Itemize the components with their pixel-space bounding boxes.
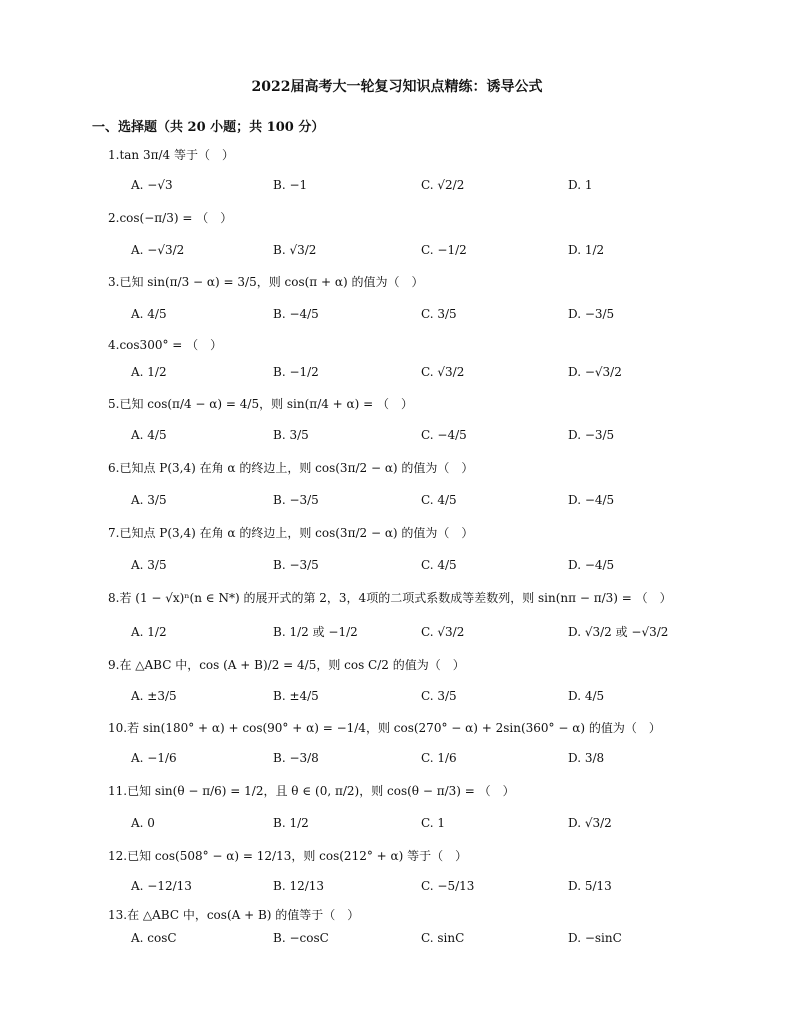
answer-options [131, 750, 771, 770]
question-stem: 已知点 P(3,4) 在角 α 的终边上，则 cos(3π/2 − α) 的值为（ ） [119, 526, 474, 540]
question-stem: 若 sin(180° + α) + cos(90° + α) = −1/4，则 cos(270° − α) + 2sin(360° − α) 的值为（ ） [127, 721, 661, 735]
option-c[interactable]: C. sinC [421, 931, 465, 945]
question-6 [108, 460, 473, 476]
section-heading: 一、选择题（共 20 小题；共 100 分） [92, 120, 325, 135]
question-number: 4. [108, 338, 120, 352]
option-c[interactable]: C. −1/2 [421, 243, 467, 257]
question-number: 9. [108, 658, 120, 672]
option-b[interactable]: B. 3/5 [273, 428, 309, 442]
answer-options [131, 815, 771, 835]
answer-options [131, 177, 771, 197]
option-d[interactable]: D. 1 [568, 178, 593, 192]
option-b[interactable]: B. −3/5 [273, 493, 319, 507]
option-b[interactable]: B. −4/5 [273, 307, 319, 321]
answer-options [131, 688, 771, 708]
question-stem: 已知 cos(π/4 − α) = 4/5，则 sin(π/4 + α) = （ ） [119, 397, 414, 411]
option-a[interactable]: A. −12/13 [131, 879, 192, 893]
option-c[interactable]: C. 4/5 [421, 558, 457, 572]
option-a[interactable]: A. ±3/5 [131, 689, 177, 703]
option-b[interactable]: B. 1/2 或 −1/2 [273, 625, 358, 639]
question-number: 5. [108, 397, 120, 411]
option-c[interactable]: C. √3/2 [421, 365, 465, 379]
question-stem: tan 3π/4 等于（ ） [119, 148, 234, 162]
question-stem: cos(−π/3) = （ ） [119, 211, 233, 225]
option-a[interactable]: A. 1/2 [131, 625, 167, 639]
option-b[interactable]: B. −cosC [273, 931, 329, 945]
option-a[interactable]: A. 3/5 [131, 558, 167, 572]
question-stem: 已知 cos(508° − α) = 12/13，则 cos(212° + α) 等于（ ） [127, 849, 468, 863]
question-number: 3. [108, 275, 120, 289]
question-stem: 已知 sin(π/3 − α) = 3/5，则 cos(π + α) 的值为（ ） [119, 275, 424, 289]
answer-options [131, 557, 771, 577]
question-9 [108, 657, 465, 673]
option-a[interactable]: A. 1/2 [131, 365, 167, 379]
option-c[interactable]: C. 4/5 [421, 493, 457, 507]
option-d[interactable]: D. −sinC [568, 931, 622, 945]
option-b[interactable]: B. −3/5 [273, 558, 319, 572]
option-d[interactable]: D. −3/5 [568, 307, 615, 321]
question-11 [108, 783, 515, 799]
question-number: 13. [108, 908, 128, 922]
answer-options [131, 364, 771, 384]
option-b[interactable]: B. ±4/5 [273, 689, 319, 703]
option-d[interactable]: D. −√3/2 [568, 365, 622, 379]
option-b[interactable]: B. −1 [273, 178, 308, 192]
question-stem: 已知点 P(3,4) 在角 α 的终边上，则 cos(3π/2 − α) 的值为（ ） [119, 461, 474, 475]
answer-options [131, 492, 771, 512]
option-b[interactable]: B. −3/8 [273, 751, 319, 765]
option-b[interactable]: B. −1/2 [273, 365, 319, 379]
question-7 [108, 525, 473, 541]
page-title: 2022届高考大一轮复习知识点精练：诱导公式 [251, 79, 543, 95]
option-c[interactable]: C. 1/6 [421, 751, 457, 765]
option-c[interactable]: C. 3/5 [421, 307, 457, 321]
option-b[interactable]: B. 12/13 [273, 879, 325, 893]
answer-options [131, 624, 771, 644]
option-c[interactable]: C. √2/2 [421, 178, 465, 192]
option-d[interactable]: D. 3/8 [568, 751, 605, 765]
question-stem: 在 △ABC 中，cos(A + B) 的值等于（ ） [127, 908, 360, 922]
option-a[interactable]: A. 4/5 [131, 307, 167, 321]
option-a[interactable]: A. −1/6 [131, 751, 177, 765]
answer-options [131, 427, 771, 447]
option-c[interactable]: C. √3/2 [421, 625, 465, 639]
option-b[interactable]: B. 1/2 [273, 816, 309, 830]
question-stem: cos300° = （ ） [119, 338, 223, 352]
answer-options [131, 306, 771, 326]
option-b[interactable]: B. √3/2 [273, 243, 317, 257]
question-stem: 在 △ABC 中，cos (A + B)/2 = 4/5，则 cos C/2 的值为（ ） [119, 658, 465, 672]
option-d[interactable]: D. −4/5 [568, 558, 615, 572]
answer-options [131, 878, 771, 898]
option-c[interactable]: C. −4/5 [421, 428, 467, 442]
question-1 [108, 147, 234, 163]
question-number: 8. [108, 591, 120, 605]
option-d[interactable]: D. 1/2 [568, 243, 605, 257]
option-a[interactable]: A. −√3/2 [131, 243, 185, 257]
question-number: 1. [108, 148, 120, 162]
question-number: 12. [108, 849, 128, 863]
option-a[interactable]: A. 0 [131, 816, 155, 830]
option-d[interactable]: D. −4/5 [568, 493, 615, 507]
option-c[interactable]: C. 3/5 [421, 689, 457, 703]
question-number: 11. [108, 784, 128, 798]
option-d[interactable]: D. −3/5 [568, 428, 615, 442]
option-a[interactable]: A. cosC [131, 931, 177, 945]
answer-options [131, 242, 771, 262]
option-c[interactable]: C. 1 [421, 816, 446, 830]
option-d[interactable]: D. √3/2 [568, 816, 612, 830]
question-2 [108, 210, 232, 226]
question-number: 10. [108, 721, 128, 735]
question-number: 6. [108, 461, 120, 475]
question-5 [108, 396, 413, 412]
question-3 [108, 274, 423, 290]
question-8 [108, 590, 672, 606]
option-c[interactable]: C. −5/13 [421, 879, 475, 893]
question-13 [108, 907, 359, 923]
question-stem: 若 (1 − √x)ⁿ(n ∈ N*) 的展开式的第 2，3，4项的二项式系数成等差数列，则 sin(nπ − π/3) = （ ） [119, 591, 672, 605]
question-4 [108, 337, 222, 353]
option-d[interactable]: D. √3/2 或 −√3/2 [568, 625, 669, 639]
option-a[interactable]: A. 3/5 [131, 493, 167, 507]
option-a[interactable]: A. 4/5 [131, 428, 167, 442]
option-d[interactable]: D. 4/5 [568, 689, 605, 703]
question-stem: 已知 sin(θ − π/6) = 1/2，且 θ ∈ (0, π/2)，则 cos(θ − π/3) = （ ） [127, 784, 515, 798]
question-12 [108, 848, 467, 864]
option-d[interactable]: D. 5/13 [568, 879, 612, 893]
option-a[interactable]: A. −√3 [131, 178, 173, 192]
question-10 [108, 720, 661, 736]
answer-options [131, 930, 771, 950]
question-number: 7. [108, 526, 120, 540]
question-number: 2. [108, 211, 120, 225]
